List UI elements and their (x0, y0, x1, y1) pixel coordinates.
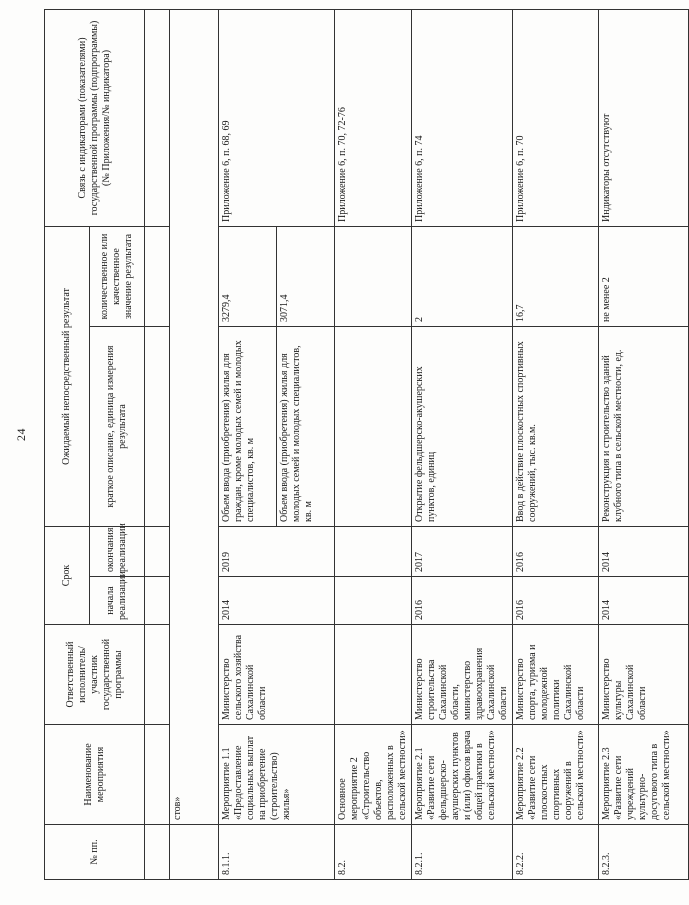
row-desc: Ввод в действие плоскостных спортивных сооружений, тыс. кв.м. (513, 327, 599, 527)
row-end (335, 527, 412, 577)
row-start (335, 577, 412, 625)
row-responsible: Министерство сельского хозяйства Сахалинской области (219, 625, 335, 725)
continuation-text: стов» (170, 9, 219, 824)
row-name: Основное мероприятие 2 «Строительство объектов, расположенных в сельской местности» (335, 725, 412, 825)
row-name: Мероприятие 2.2 «Развитие сети плоскостных спортивных сооружений в сельской местности» (513, 725, 599, 825)
header-row-1 (45, 9, 90, 879)
row-end: 2016 (513, 527, 599, 577)
row-start: 2016 (513, 577, 599, 625)
row-value (335, 226, 412, 326)
header-term-start: начала реализации (90, 577, 145, 625)
header-expected-desc: краткое описание, единица измерения результата (90, 327, 145, 527)
header-term-end: окончания реализации (90, 527, 145, 577)
row-num: 8.2.2. (513, 825, 599, 880)
row-desc: Объем ввода (приобретения) жилья для граждан, кроме молодых семей и молодых специалистов, кв. м (219, 327, 277, 527)
row-start: 2014 (219, 577, 335, 625)
row-name: Мероприятие 1.1 «Предоставление социальных выплат на приобретение (строительство) жилья» (219, 725, 335, 825)
row-num: 8.2. (335, 825, 412, 880)
row-link: Индикаторы отсутствуют (599, 9, 689, 226)
row-value: 2 (412, 226, 513, 326)
row-start: 2014 (599, 577, 689, 625)
blank-row (145, 9, 170, 879)
row-value: не менее 2 (599, 226, 689, 326)
row-num: 8.2.3. (599, 825, 689, 880)
header-name: Наименование мероприятия (45, 725, 145, 825)
page-number: 24 (14, 428, 28, 441)
table-container (44, 10, 672, 880)
continuation-row (170, 9, 219, 879)
row-num: 8.1.1. (219, 825, 335, 880)
row-responsible: Министерство культуры Сахалинской области (599, 625, 689, 725)
table-row (219, 9, 277, 879)
row-name: Мероприятие 2.3 «Развитие сети учреждений культурно-досугового типа в сельской местности» (599, 725, 689, 825)
row-value: 16,7 (513, 226, 599, 326)
row-end: 2017 (412, 527, 513, 577)
header-num: № пп. (45, 825, 145, 880)
header-expected: Ожидаемый непосредственный результат (45, 226, 90, 526)
row-desc: Реконструкция и строительство зданий клубного типа в сельской местности, ед. (599, 327, 689, 527)
row-desc: Открытие фельдшерско-акушерских пунктов, единиц (412, 327, 513, 527)
row-desc: Объем ввода (приобретения) жилья для молодых семей и молодых специалистов, кв. м (277, 327, 335, 527)
table-row (335, 9, 412, 879)
row-responsible: Министерство строительства Сахалинской области, министерство здравоохранения Сахалинской области (412, 625, 513, 725)
row-num: 8.2.1. (412, 825, 513, 880)
header-expected-value: количественное или качественное значение результата (90, 226, 145, 326)
table-row (412, 9, 513, 879)
row-link: Приложение 6, п. 70 (513, 9, 599, 226)
table-row (599, 9, 689, 879)
row-start: 2016 (412, 577, 513, 625)
row-desc (335, 327, 412, 527)
row-end: 2019 (219, 527, 335, 577)
header-responsible: Ответственный исполнитель/участник государственной программы (45, 625, 145, 725)
row-link: Приложение 6, п. 70, 72-76 (335, 9, 412, 226)
row-responsible (335, 625, 412, 725)
row-link: Приложение 6, п. 74 (412, 9, 513, 226)
header-link: Связь с индикаторами (показателями) государственной программы (подпрограммы) (№ Приложения/№ индикатора) (45, 9, 145, 226)
header-term: Срок (45, 527, 90, 625)
row-link: Приложение 6, п. 68, 69 (219, 9, 335, 226)
table-row (513, 9, 599, 879)
row-end: 2014 (599, 527, 689, 577)
row-value: 3279,4 (219, 226, 277, 326)
row-name: Мероприятие 2.1 «Развитие сети фельдшерско-акушерских пунктов и (или) офисов врача общей практики в сельской местности» (412, 725, 513, 825)
events-table (44, 9, 689, 880)
row-responsible: Министерство спорта, туризма и молодежной политики Сахалинской области (513, 625, 599, 725)
row-value: 3071,4 (277, 226, 335, 326)
